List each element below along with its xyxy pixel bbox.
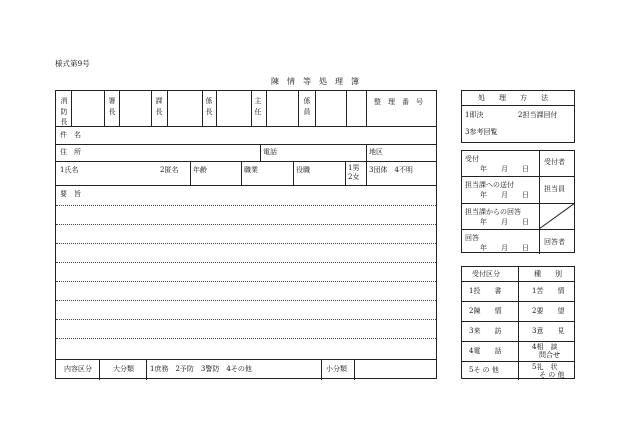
age-label: 年齢 [193, 166, 207, 174]
receiver-label: 受付者 [544, 158, 565, 166]
subject-label: 件 名 [60, 131, 81, 139]
category-option-5: 5礼 状 そ の 他 [532, 363, 565, 379]
answer-date: 年 月 日 [480, 244, 529, 252]
major-class-options: 1庶務 2予防 3警防 4その他 [150, 365, 252, 373]
content-class-label: 内容区分 [64, 365, 92, 373]
form-number: 様式第9号 [55, 59, 90, 68]
main-form-table [55, 90, 437, 379]
phone-label: 電話 [263, 148, 277, 156]
category-header: 種 別 [534, 270, 562, 278]
routing-table [461, 150, 575, 253]
category-option-1: 1苦 情 [532, 287, 565, 295]
processing-option-3: 3参考回覧 [465, 128, 498, 136]
person-in-charge-label: 担当員 [544, 185, 565, 193]
major-class-label: 大分類 [113, 365, 134, 373]
sex-label: 1男 2女 [348, 164, 360, 181]
approval-label-station-chief: 署 長 [108, 97, 116, 116]
processing-option-1: 1即決 [465, 111, 484, 119]
received-date: 年 月 日 [480, 165, 529, 173]
name-label: 1氏名 [60, 166, 79, 174]
category-option-2: 2要 望 [532, 307, 565, 315]
page-title: 陳 情 等 処 理 簿 [271, 77, 359, 86]
answer-label: 回答 [465, 234, 479, 242]
reception-option-1: 1投 書 [469, 287, 502, 295]
minor-class-label: 小分類 [326, 365, 347, 373]
reception-category-table [461, 266, 575, 379]
summary-label: 要 旨 [60, 190, 81, 198]
processing-method-table [461, 90, 575, 143]
diagonal-strike [539, 203, 575, 229]
occupation-label: 職業 [244, 166, 258, 174]
approval-label-staff: 係 員 [303, 97, 311, 116]
approval-label-fire-chief: 消 防 長 [60, 97, 68, 126]
answerer-label: 回答者 [544, 238, 565, 246]
position-label: 役職 [296, 166, 310, 174]
district-label: 地区 [369, 148, 383, 156]
category-option-4: 4相 談 問合せ [532, 343, 560, 359]
organization-label: 3団体 4不明 [369, 166, 413, 174]
reply-from-label: 担当課からの回答 [465, 208, 521, 216]
processing-option-2: 2担当課回付 [518, 111, 558, 119]
reception-option-3: 3来 訪 [469, 327, 502, 335]
file-number-label: 整 理 番 号 [374, 98, 423, 106]
address-label: 住 所 [60, 148, 81, 156]
received-label: 受付 [465, 155, 479, 163]
sent-label: 担当課への送付 [465, 181, 514, 189]
approval-label-supervisor: 主 任 [254, 97, 262, 116]
anonymous-label: 2匿名 [160, 166, 179, 174]
reception-option-5: 5そ の 他 [469, 366, 499, 374]
approval-label-section-chief: 課 長 [155, 97, 163, 116]
category-option-3: 3意 見 [532, 327, 565, 335]
processing-method-header: 処 理 方 法 [478, 94, 548, 102]
reception-type-header: 受付区分 [472, 270, 500, 278]
sent-date: 年 月 日 [480, 191, 529, 199]
reception-option-4: 4電 話 [469, 347, 502, 355]
reception-option-2: 2陳 情 [469, 307, 502, 315]
reply-date: 年 月 日 [480, 218, 529, 226]
approval-label-subsection-chief: 係 長 [205, 97, 213, 116]
